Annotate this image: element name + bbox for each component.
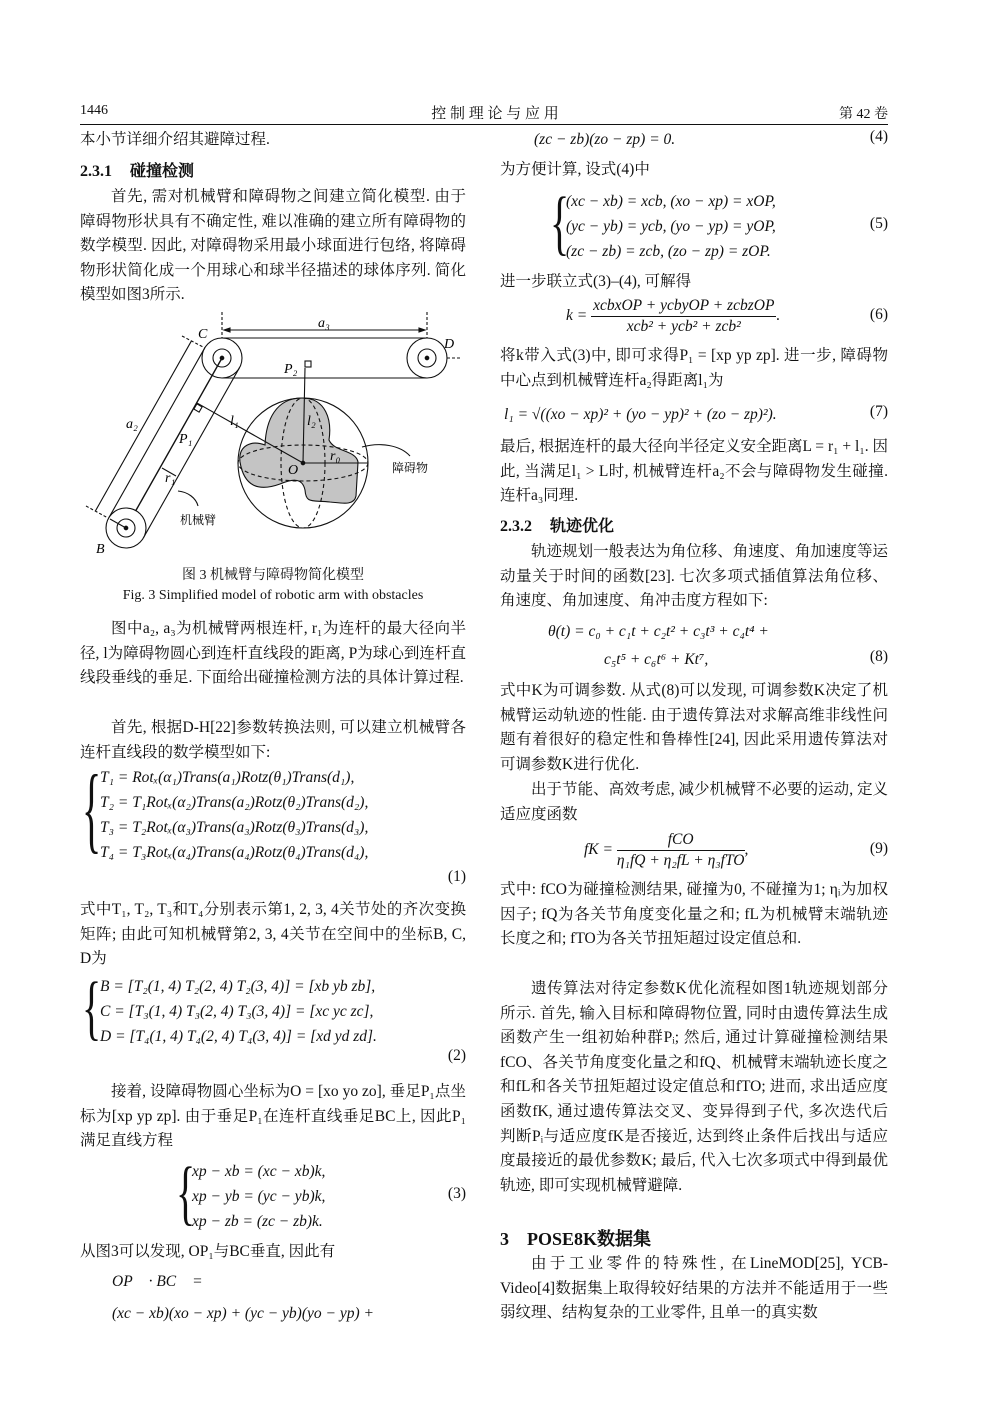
equation-number: (6) bbox=[869, 306, 888, 323]
equation-4-end bbox=[500, 128, 888, 153]
equation-9 bbox=[500, 830, 888, 874]
paragraph: 首先, 需对机械臂和障碍物之间建立简化模型. 由于障碍物形状具有不确定性, 难以准确的建立所有障碍物的数学模型. 因此, 对障碍物采用最小球面进行包络, 将障碍物形状简化成一个用球心和球半径描述的球体序列. 简化模型如图3所示. bbox=[80, 188, 466, 304]
equation-2 bbox=[80, 966, 466, 1050]
volume-number: 第 42 卷 bbox=[839, 107, 888, 122]
label-d: D bbox=[444, 337, 455, 352]
equation-lhs: fK = bbox=[584, 841, 613, 859]
paragraph: 从图3可以发现, OP₁与BC垂直, 因此有 bbox=[80, 1243, 336, 1260]
paragraph: 最后, 根据连杆的最大径向半径定义安全距离L = r₁ + l₁. 因此, 当满足l₁ > L时, 机械臂连杆a₂不会与障碍物发生碰撞. 连杆a₃同理. bbox=[500, 438, 888, 505]
section-number: 2.3.2 bbox=[500, 518, 532, 535]
equation-number: (8) bbox=[869, 648, 888, 665]
equation-line: D = [T₄(1, 4) T₄(2, 4) T₄(3, 4)] = [xd yd zd]. bbox=[100, 1028, 377, 1045]
paragraph: 遗传算法对待定参数K优化流程如图1轨迹规划部分所示. 首先, 输入目标和障碍物位置, 同时由遗传算法生成函数产生一组初始种群Pᵢ; 然后, 通过计算碰撞检测结果fCO、各关节角度变化量之和fQ、机械臂末端轨迹长度之和fL和各关节扭矩超过设定值总和fTO; 进而, 求出适应度函数fK, 通过遗传算法交叉、变异得到子代, 多次迭代后判断Pᵢ与适应度fK是否接近, 达到终止条件后找出与适应度最接近的最优参数K; 最后, 代入七次多项式中得到最优轨迹, 即可实现机械臂避障. bbox=[500, 980, 888, 1194]
equation-5 bbox=[500, 181, 888, 265]
equation-number: (1) bbox=[447, 868, 466, 885]
paragraph: 首先, 根据D-H[22]参数转换法则, 可以建立机械臂各连杆直线段的数学模型如下: bbox=[80, 719, 466, 761]
section-number: 2.3.1 bbox=[80, 163, 112, 180]
paragraph: 将k带入式(3)中, 即可求得P₁ = [xp yp zp]. 进一步, 障碍物中心点到机械臂连杆a₂得距离l₁为 bbox=[500, 347, 888, 389]
section-heading-3 bbox=[500, 1225, 888, 1251]
equation-line: (zc − zb) = zcb, (zo − zp) = zOP. bbox=[566, 243, 771, 260]
label-b: B bbox=[96, 542, 105, 555]
header-rule bbox=[80, 124, 888, 125]
paragraph: 进一步联立式(3)–(4), 可解得 bbox=[500, 273, 692, 290]
equation-line: C = [T₃(1, 4) T₃(2, 4) T₃(3, 4)] = [xc yc zc], bbox=[100, 1003, 374, 1020]
equation-line: T₄ = T₃Rotₓ(α₄)Trans(a₄)Rotz(θ₄)Trans(d₄), bbox=[100, 844, 369, 861]
equation-line: (yc − yb) = ycb, (yo − yp) = yOP, bbox=[566, 218, 776, 235]
section-number: 3 bbox=[500, 1229, 509, 1249]
figure-caption-cn: 图 3 机械臂与障碍物简化模型 bbox=[182, 568, 364, 583]
label-l2: l₂ bbox=[307, 414, 316, 429]
section-title: 碰撞检测 bbox=[130, 163, 195, 180]
equation-number: (2) bbox=[447, 1047, 466, 1064]
equation-line: xp − zb = (zc − zb)k. bbox=[192, 1213, 323, 1230]
equation-line: (xc − xb) = xcb, (xo − xp) = xOP, bbox=[566, 193, 776, 210]
fraction-numerator: fCO bbox=[617, 830, 745, 851]
label-r0: r₀ bbox=[330, 449, 341, 464]
journal-title: 控 制 理 论 与 应 用 bbox=[431, 106, 559, 122]
page-number: 1446 bbox=[80, 103, 108, 118]
equation-lhs: k = bbox=[566, 307, 588, 325]
paragraph: 式中K为可调参数. 从式(8)可以发现, 可调参数K决定了机械臂运动轨迹的性能. 由于遗传算法对求解高维非线性问题有着很好的稳定性和鲁棒性[24], 因此采用遗传算法对可调参数K进行优化. bbox=[500, 682, 888, 773]
section-heading-2-3-1 bbox=[80, 158, 466, 181]
label-r1: r₁ bbox=[165, 471, 176, 486]
brace: { bbox=[82, 754, 102, 863]
brace: { bbox=[176, 1151, 196, 1233]
label-p1: P₁ bbox=[179, 432, 193, 447]
label-o: O bbox=[288, 463, 299, 478]
figure-3-diagram bbox=[80, 305, 480, 555]
label-a2: a₂ bbox=[126, 417, 138, 432]
label-a3: a₃ bbox=[318, 316, 330, 331]
equation-line: xp − yb = (yc − yb)k, bbox=[192, 1188, 326, 1205]
label-c: C bbox=[198, 327, 208, 342]
equation-8 bbox=[500, 620, 888, 672]
label-robotic-arm: 机械臂 bbox=[180, 513, 217, 527]
equation-4-line: (xc − xb)(xo − xp) + (yc − yb)(yo − yp) + bbox=[112, 1305, 374, 1322]
brace: { bbox=[82, 966, 102, 1048]
equation-line: θ(t) = c₀ + c₁t + c₂t² + c₃t³ + c₄t⁴ + bbox=[548, 623, 769, 640]
label-p2: P₂ bbox=[284, 362, 298, 377]
paragraph: 式中T₁, T₂, T₃和T₄分别表示第1, 2, 3, 4关节处的齐次变换矩阵; 由此可知机械臂第2, 3, 4关节在空间中的坐标B, C, D为 bbox=[80, 901, 466, 968]
figure-caption-en: Fig. 3 Simplified model of robotic arm with obstacles bbox=[122, 588, 424, 603]
equation-3 bbox=[80, 1151, 466, 1235]
paragraph: 接着, 设障碍物圆心坐标为O = [xo yo zo], 垂足P₁点坐标为[xp yp zp]. 由于垂足P₁在连杆直线垂足BC上, 因此P₁满足直线方程 bbox=[80, 1083, 466, 1150]
equation-number: (5) bbox=[869, 215, 888, 232]
label-obstacle: 障碍物 bbox=[392, 461, 429, 475]
fraction-denominator: xcb² + ycb² + zcb² bbox=[626, 318, 741, 335]
equation-line: T₂ = T₁Rotₓ(α₂)Trans(a₂)Rotz(θ₂)Trans(d₂), bbox=[100, 794, 369, 811]
paragraph: 图中a₂, a₃为机械臂两根连杆, r₁为连杆的最大径向半径, l为障碍物圆心到连杆直线段的距离, P为球心到连杆直线段垂线的垂足. 下面给出碰撞检测方法的具体计算过程. bbox=[80, 620, 466, 687]
punctuation: , bbox=[744, 841, 749, 859]
equation-number: (3) bbox=[447, 1185, 466, 1202]
paragraph: 轨迹规划一般表达为角位移、角速度、角加速度等运动量关于时间的函数[23]. 七次多项式插值算法角位移、角速度、角加速度、角冲击度方程如下: bbox=[500, 543, 888, 610]
fraction-denominator: η₁fQ + η₂fL + η₃fTO bbox=[616, 852, 745, 869]
equation-number: (4) bbox=[869, 128, 888, 145]
equation-1 bbox=[80, 754, 466, 866]
label-l1: l₁ bbox=[230, 414, 239, 429]
equation-number: (7) bbox=[869, 403, 888, 420]
equation-7 bbox=[500, 403, 888, 428]
equation-number: (9) bbox=[869, 840, 888, 857]
section-heading-2-3-2 bbox=[500, 513, 888, 536]
equation-line: T₃ = T₂Rotₓ(α₃)Trans(a₃)Rotz(θ₃)Trans(d₃), bbox=[100, 819, 369, 836]
section-title: POSE8K数据集 bbox=[527, 1229, 652, 1249]
brace: { bbox=[550, 181, 570, 263]
equation-line: T₁ = Rotₓ(α₁)Trans(a₁)Rotz(θ₁)Trans(d₁), bbox=[100, 769, 355, 786]
paragraph: 出于节能、高效考虑, 减少机械臂不必要的运动, 定义适应度函数 bbox=[500, 781, 888, 823]
equation-line: (zc − zb)(zo − zp) = 0. bbox=[534, 131, 676, 148]
paragraph: 为方便计算, 设式(4)中 bbox=[500, 161, 650, 178]
equation-line: xp − xb = (xc − xb)k, bbox=[192, 1163, 326, 1180]
equation-line: l₁ = √((xo − xp)² + (yo − yp)² + (zo − zp)²). bbox=[504, 406, 777, 423]
intro-text: 本小节详细介绍其避障过程. bbox=[80, 131, 270, 148]
equation-4-line: OP⃗ · BC⃗ = bbox=[112, 1273, 203, 1290]
paragraph: 由于工业零件的特殊性, 在LineMOD[25], YCB-Video[4]数据集上取得较好结果的方法并不能适用于一些弱纹理、结构复杂的工业零件, 且单一的真实数 bbox=[500, 1255, 888, 1322]
equation-line: c₅t⁵ + c₆t⁶ + Kt⁷, bbox=[604, 651, 709, 668]
section-title: 轨迹优化 bbox=[550, 518, 615, 535]
fraction-numerator: xcbxOP + ycbyOP + zcbzOP bbox=[591, 296, 776, 317]
paragraph: 式中: fCO为碰撞检测结果, 碰撞为0, 不碰撞为1; ηᵢ为加权因子; fQ为各关节角度变化量之和; fL为机械臂末端轨迹长度之和; fTO为各关节扭矩超过设定值总和. bbox=[500, 881, 888, 948]
equation-6: k = $\frac{\text{xcbxOP + ycbyOP + zcbzOP}}{\text{xcb² + ycb² + zcb²}}$ . (6) bbox=[566, 297, 888, 335]
equation-line: B = [T₂(1, 4) T₂(2, 4) T₂(3, 4)] = [xb yb zb], bbox=[100, 978, 376, 995]
